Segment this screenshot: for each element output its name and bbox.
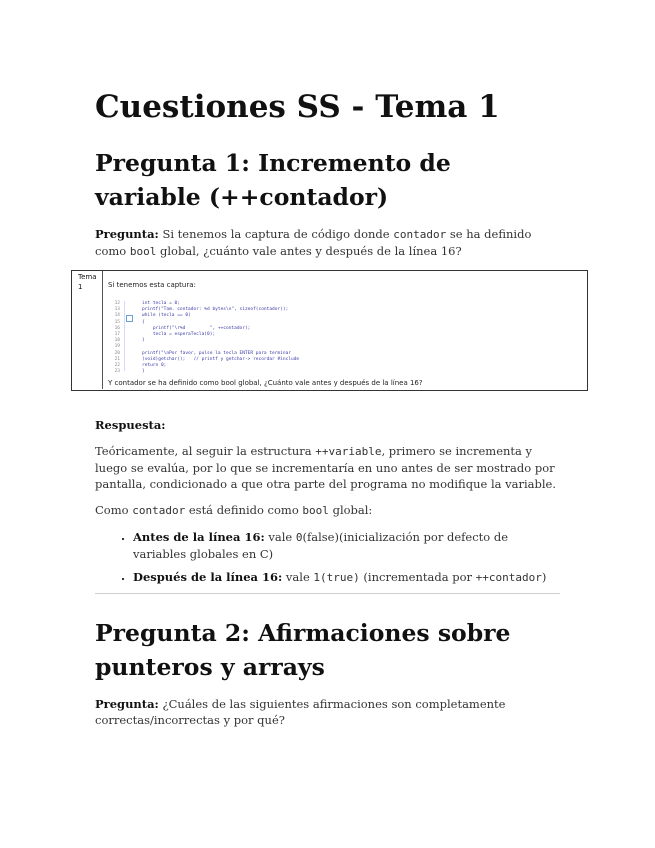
- document-page: [78, 88, 560, 738]
- table-header-label: Tema: [78, 273, 97, 281]
- page-title: Cuestiones SS - Tema 1: [95, 89, 500, 125]
- text-run: se ha definido como: [95, 227, 532, 258]
- code-line-number: 22: [114, 363, 120, 368]
- answer-list: [95, 529, 560, 586]
- text-run: (false)(inicialización por defecto de variables globales en C): [133, 530, 509, 561]
- code-line: int tecla = 0;: [142, 301, 180, 306]
- code-line-number: 23: [114, 369, 120, 375]
- code-line-number: 21: [114, 356, 120, 362]
- text-run: Si tenemos la captura de código donde: [158, 227, 394, 241]
- answer-label-paragraph: [95, 417, 560, 433]
- screenshot-outro: Y contador se ha definido como bool global, ¿Cuánto vale antes y después de la línea 16?: [108, 379, 423, 387]
- definition-text: [95, 502, 560, 519]
- text-run: Como: [95, 503, 133, 517]
- code-line-number: 14: [114, 313, 120, 319]
- bullet-label: Antes de la línea 16:: [133, 530, 265, 544]
- code-line: printf("Tam. contador: %d bytes\n", sizeof(contador));: [142, 307, 289, 313]
- code-line-number: 15: [114, 319, 120, 325]
- question-label: Pregunta:: [95, 227, 159, 241]
- code-line-number: 20: [114, 350, 120, 356]
- text-run: global:: [328, 503, 373, 517]
- table-header-number: 1: [78, 283, 83, 291]
- text-run: vale: [264, 530, 296, 544]
- code-screenshot: [71, 270, 588, 391]
- code-line-number: 19: [114, 344, 120, 350]
- code-line-number: 18: [114, 338, 120, 344]
- text-run: vale: [282, 570, 314, 584]
- code-line-number: 13: [114, 307, 120, 313]
- code-line-number: 17: [114, 332, 120, 337]
- question-label: Pregunta:: [95, 697, 159, 711]
- inline-code: bool: [302, 504, 329, 517]
- code-line: printf("\nPor favor, pulse la tecla ENTER para terminar: [142, 350, 292, 356]
- bullet-label: Después de la línea 16:: [133, 570, 283, 584]
- text-run: , primero se incrementa y luego se evalúa, por lo que se incrementaría en uno antes de ser mostrado por pantalla, condicionado a que otra parte del programa no modifique la variable.: [95, 444, 557, 491]
- code-line: while (tecla == 0): [142, 313, 191, 319]
- code-gutter: [124, 301, 125, 371]
- question-2-heading: Pregunta 2: Afirmaciones sobre punteros y arrays: [95, 619, 511, 681]
- code-line: tecla = esperaTecla(0);: [142, 332, 216, 337]
- code-line: (void)getchar(); // printf y getchar-> recordar #include: [142, 356, 300, 362]
- code-line: return 0;: [142, 363, 167, 368]
- code-line-number: 16: [114, 325, 120, 331]
- code-line: }: [142, 338, 145, 344]
- text-run: Teóricamente, al seguir la estructura: [95, 444, 316, 458]
- code-line: }: [142, 369, 145, 375]
- inline-code: ++variable: [315, 445, 382, 458]
- inline-code: contador: [393, 228, 447, 241]
- question-1-text: [95, 226, 560, 260]
- breakpoint-marker: [126, 315, 133, 322]
- question-1-heading: Pregunta 1: Incremento de variable (++contador): [95, 149, 451, 211]
- screenshot-intro: Si tenemos esta captura:: [108, 281, 196, 289]
- list-item: [133, 529, 560, 562]
- inline-code: contador: [132, 504, 186, 517]
- table-header-cell: [72, 271, 103, 389]
- answer-label: Respuesta:: [95, 418, 166, 432]
- inline-code: 1(true): [313, 571, 360, 584]
- text-run: ¿Cuáles de las siguientes afirmaciones son completamente correctas/incorrectas y por qué?: [95, 697, 506, 727]
- code-line: printf("\r%d ", ++contador);: [142, 325, 251, 331]
- inline-code: 0: [295, 531, 303, 544]
- code-line-number: 12: [114, 301, 120, 306]
- text-run: global, ¿cuánto vale antes y después de la línea 16?: [156, 244, 462, 258]
- answer-text: [95, 443, 560, 492]
- text-run: está definido como: [185, 503, 303, 517]
- list-item: [133, 569, 560, 586]
- section-divider: [95, 593, 560, 594]
- text-run: ): [541, 570, 547, 584]
- code-line: {: [142, 319, 145, 325]
- inline-code: ++contador: [475, 571, 542, 584]
- question-2-text: [95, 696, 560, 728]
- inline-code: bool: [129, 245, 157, 258]
- text-run: (incrementada por: [359, 570, 476, 584]
